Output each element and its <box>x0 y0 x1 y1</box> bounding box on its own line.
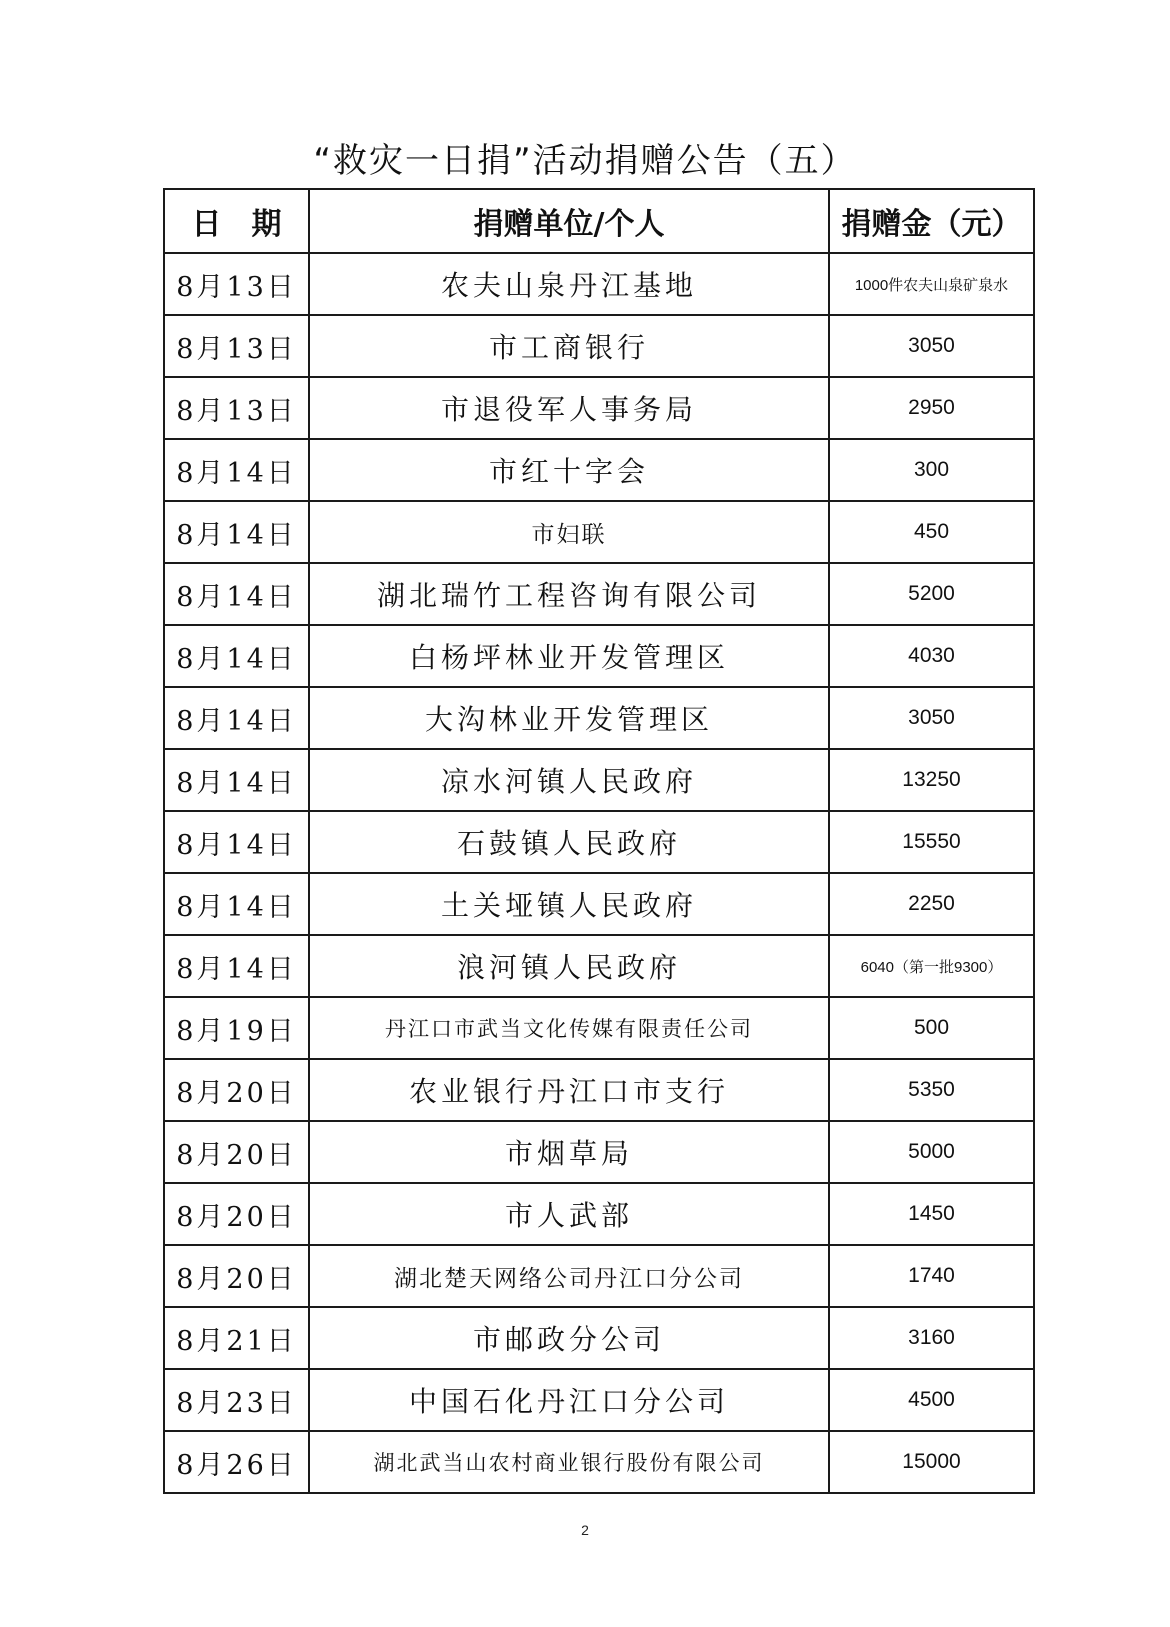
row-date: 8月14日 <box>164 439 309 501</box>
row-amount: 13250 <box>829 749 1034 811</box>
row-date: 8月13日 <box>164 315 309 377</box>
row-amount: 3050 <box>829 315 1034 377</box>
row-donor: 湖北楚天网络公司丹江口分公司 <box>309 1245 829 1307</box>
row-amount: 4030 <box>829 625 1034 687</box>
row-date: 8月14日 <box>164 935 309 997</box>
row-amount: 1450 <box>829 1183 1034 1245</box>
row-amount: 5000 <box>829 1121 1034 1183</box>
row-donor: 市烟草局 <box>309 1121 829 1183</box>
row-donor: 中国石化丹江口分公司 <box>309 1369 829 1431</box>
row-donor: 市妇联 <box>309 501 829 563</box>
row-donor: 湖北瑞竹工程咨询有限公司 <box>309 563 829 625</box>
row-donor: 湖北武当山农村商业银行股份有限公司 <box>309 1431 829 1493</box>
row-date: 8月20日 <box>164 1121 309 1183</box>
column-header-date: 日 期 <box>164 189 309 253</box>
row-date: 8月13日 <box>164 253 309 315</box>
row-date: 8月14日 <box>164 687 309 749</box>
table-row <box>164 501 1034 563</box>
row-amount: 15000 <box>829 1431 1034 1493</box>
row-date: 8月20日 <box>164 1245 309 1307</box>
row-donor: 丹江口市武当文化传媒有限责任公司 <box>309 997 829 1059</box>
row-amount: 5200 <box>829 563 1034 625</box>
row-date: 8月14日 <box>164 749 309 811</box>
table-row <box>164 749 1034 811</box>
row-amount: 500 <box>829 997 1034 1059</box>
row-date: 8月14日 <box>164 873 309 935</box>
row-donor: 大沟林业开发管理区 <box>309 687 829 749</box>
row-amount: 1000件农夫山泉矿泉水 <box>829 253 1034 315</box>
column-header-donor: 捐赠单位/个人 <box>309 189 829 253</box>
row-donor: 白杨坪林业开发管理区 <box>309 625 829 687</box>
column-header-amount: 捐赠金（元） <box>829 189 1034 253</box>
row-date: 8月21日 <box>164 1307 309 1369</box>
row-donor: 土关垭镇人民政府 <box>309 873 829 935</box>
table-row <box>164 1245 1034 1307</box>
table-row <box>164 563 1034 625</box>
row-donor: 市人武部 <box>309 1183 829 1245</box>
row-date: 8月19日 <box>164 997 309 1059</box>
table-row <box>164 997 1034 1059</box>
row-date: 8月20日 <box>164 1059 309 1121</box>
table-row <box>164 873 1034 935</box>
row-amount: 6040（第一批9300） <box>829 935 1034 997</box>
row-amount: 4500 <box>829 1369 1034 1431</box>
table-row <box>164 625 1034 687</box>
row-date: 8月14日 <box>164 811 309 873</box>
row-date: 8月26日 <box>164 1431 309 1493</box>
row-donor: 市工商银行 <box>309 315 829 377</box>
row-donor: 石鼓镇人民政府 <box>309 811 829 873</box>
row-date: 8月14日 <box>164 625 309 687</box>
document-title: “救灾一日捐”活动捐赠公告（五） <box>313 141 857 181</box>
row-date: 8月23日 <box>164 1369 309 1431</box>
table-row <box>164 811 1034 873</box>
row-donor: 市红十字会 <box>309 439 829 501</box>
table-row <box>164 935 1034 997</box>
row-amount: 2250 <box>829 873 1034 935</box>
row-donor: 浪河镇人民政府 <box>309 935 829 997</box>
row-amount: 3050 <box>829 687 1034 749</box>
table-row <box>164 1183 1034 1245</box>
row-date: 8月14日 <box>164 501 309 563</box>
row-donor: 农业银行丹江口市支行 <box>309 1059 829 1121</box>
table-header-row <box>164 189 1034 253</box>
row-date: 8月13日 <box>164 377 309 439</box>
table-row <box>164 253 1034 315</box>
row-date: 8月14日 <box>164 563 309 625</box>
row-amount: 450 <box>829 501 1034 563</box>
row-date: 8月20日 <box>164 1183 309 1245</box>
row-donor: 凉水河镇人民政府 <box>309 749 829 811</box>
table-row <box>164 1307 1034 1369</box>
table-row <box>164 1121 1034 1183</box>
row-amount: 300 <box>829 439 1034 501</box>
row-donor: 市退役军人事务局 <box>309 377 829 439</box>
table-row <box>164 1431 1034 1493</box>
row-amount: 5350 <box>829 1059 1034 1121</box>
row-donor: 农夫山泉丹江基地 <box>309 253 829 315</box>
row-amount: 3160 <box>829 1307 1034 1369</box>
page-number: 2 <box>581 1522 589 1538</box>
row-donor: 市邮政分公司 <box>309 1307 829 1369</box>
table-row <box>164 439 1034 501</box>
table-row <box>164 687 1034 749</box>
table-row <box>164 1369 1034 1431</box>
donation-table <box>163 188 1035 1494</box>
table-row <box>164 1059 1034 1121</box>
row-amount: 15550 <box>829 811 1034 873</box>
row-amount: 1740 <box>829 1245 1034 1307</box>
table-row <box>164 315 1034 377</box>
row-amount: 2950 <box>829 377 1034 439</box>
table-row <box>164 377 1034 439</box>
